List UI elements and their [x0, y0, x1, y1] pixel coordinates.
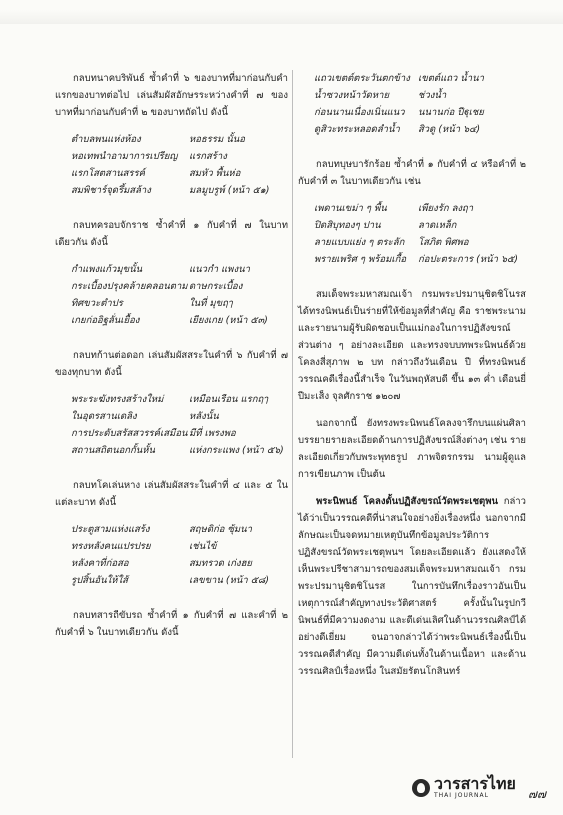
- poem-line: เลขขาน (หน้า ๕๘): [189, 575, 269, 586]
- poem-line: เขตต์แถว น้ำนา: [418, 73, 484, 84]
- poem-line: ก่อปะตระการ (หน้า ๖๕): [418, 254, 518, 265]
- poem-line: รูปสิ้นอันให้ใส้: [71, 575, 128, 586]
- poem-line: ทิศขวะตำปร: [71, 298, 123, 309]
- poem-block-1: [71, 131, 288, 199]
- poem-line: หอธรรม นั้นอ: [189, 134, 245, 145]
- paragraph-heading: พระนิพนธ์ โคลงดั้นปฏิสังขรณ์วัดพระเชตุพน: [316, 496, 498, 507]
- poem-line: ดูสิวะทระหลอดลำน้ำ: [314, 124, 400, 135]
- poem-block-2: [71, 261, 288, 329]
- poem-line: แรกโสตสานสรรค์: [71, 168, 146, 179]
- poem-line: หลังนั้น: [189, 411, 219, 422]
- journal-logo: [412, 776, 516, 799]
- poem-line: สฤษดิก่อ ซุ้มนา: [189, 524, 252, 535]
- poem-line: เพดานเขม่า ๆ พื้น: [314, 203, 387, 214]
- page-top-shade: [0, 10, 563, 24]
- logo-title: วารสารไทย: [434, 774, 516, 793]
- poem-line: สมพิชาร์จุดรึ้มสล้าง: [71, 185, 151, 196]
- poem-line: ประตูสามแห่งแสร้ง: [71, 524, 150, 535]
- poem-block-4: [71, 521, 288, 589]
- poem-line: กระเบื้องปรุงคล้ายคลอนตาม: [71, 281, 188, 292]
- intro-paragraph-2: กลบทครอบจักราช ซ้ำคำที่ ๑ กับคำที่ ๗ ในบาทเดียวกัน ดังนี้: [55, 220, 288, 248]
- poem-line: สมทรวด เก่งฮย: [189, 558, 252, 569]
- poem-block-3: [71, 391, 288, 459]
- poem-line: เช่นไข้: [189, 541, 217, 552]
- left-column: [55, 70, 288, 651]
- poem-line: มีที่ เพรงพอ: [189, 428, 236, 439]
- poem-block-5: [314, 70, 526, 138]
- poem-block-6: [314, 200, 526, 268]
- poem-line: เพียงรัก ลงฤา: [418, 203, 474, 214]
- intro-paragraph-5: กลบทสารถีขับรถ ซ้ำคำที่ ๑ กับคำที่ ๗ และคำที่ ๒ กับคำที่ ๖ ในบาทเดียวกัน ดังนี้: [55, 610, 288, 638]
- poem-line: นนานก่อ ปีฐุเชย: [418, 107, 484, 118]
- intro-paragraph-4: กลบทโคเล่นหาง เล่นสัมผัสสระในคำที่ ๔ และ ๕ ในแต่ละบาท ดังนี้: [55, 480, 288, 508]
- poem-line: หลังคาที่ก่อสอ: [71, 558, 129, 569]
- logo-wordmark: [434, 776, 516, 799]
- body-paragraph-3: [298, 493, 526, 680]
- poem-line: ในที่ มุขฤๅ: [189, 298, 233, 309]
- poem-line: แนวกำ แพงนา: [189, 264, 250, 275]
- poem-line: พระระฆังทรงสร้างใหม่: [71, 394, 164, 405]
- body-paragraph-2: นอกจากนี้ ยังทรงพระนิพนธ์โคลงจารึกบนแผ่นศิลาบรรยายรายละเอียดด้านการปฏิสังขรณ์สิ่งต่างๆ เช่น รายละเอียดเกี่ยวกับพระพุทธรูป ภาพจิตรกรรม นามผู้ดูแลการเขียนภาพ เป็นต้น: [298, 418, 526, 480]
- column-divider: [292, 70, 293, 758]
- right-column: [298, 70, 526, 690]
- poem-line: สิวดู (หน้า ๖๔): [418, 124, 481, 135]
- page-number: ๗๗: [528, 787, 547, 801]
- poem-line: ก่อนนานเนื่องเนิ่นแนว: [314, 107, 405, 118]
- poem-line: ในอุดรสานเดลิง: [71, 411, 137, 422]
- poem-line: ทรงหลังคนแปรปรย: [71, 541, 151, 552]
- poem-line: กำแพงแก้วมุขนั้น: [71, 264, 143, 275]
- poem-line: ตำบลพนแห่งห้อง: [71, 134, 141, 145]
- intro-paragraph-6: กลบทบุษบารักร้อย ซ้ำคำที่ ๑ กับคำที่ ๔ หรือคำที่ ๒ กับคำที่ ๓ ในบาทเดียวกัน เช่น: [298, 159, 526, 187]
- poem-line: แถวเขตต์ตระวันตกข้าง: [314, 73, 410, 84]
- poem-line: หอเทพนำอามาการเปรียญ: [71, 151, 178, 162]
- poem-line: น้ำซวงหน้าวัดหาย: [314, 90, 390, 101]
- poem-line: โสภิต พิศพอ: [418, 237, 469, 248]
- poem-line: ปิดสิบุทองๆ ปาน: [314, 220, 381, 231]
- poem-line: ลาดเหล็ก: [418, 220, 457, 231]
- logo-emblem-icon: [412, 779, 430, 797]
- poem-line: แรกสร้าง: [189, 151, 227, 162]
- poem-line: ช่วงน้ำ: [418, 90, 447, 101]
- poem-line: เกยก่ออิฐลั่นเยื้อง: [71, 315, 140, 326]
- poem-line: แห่งกระแพง (หน้า ๕๖): [189, 445, 284, 456]
- poem-line: การประดับสรัสสวรรค์เสมือน: [71, 428, 188, 439]
- poem-line: ดาษกระเบื้อง: [189, 281, 243, 292]
- paragraph-body: กล่าวได้ว่าเป็นวรรณคดีที่น่าสนใจอย่างยิ่งเรื่องหนึ่ง นอกจากมีลักษณะเป็นจดหมายเหตุบันทึกข้อมูลประวัติการปฏิสังขรณ์วัดพระเชตุพนฯ โดยละเอียดแล้ว ยังแสดงให้เห็นพระปรีชาสามารถของสมเด็จพระมหาสมณเจ้า กรมพระปรมานุชิตชิโนรส ในการบันทึกเรื่องราวอันเป็นเหตุการณ์สำคัญทางประวัติศาสตร์ ครั้งนั้นในรูปกวีนิพนธ์ที่มีความงดงาม และดีเด่นเลิศในด้านวรรณศิลป์ได้อย่างดีเยี่ยม จนอาจกล่าวได้ว่าพระนิพนธ์เรื่องนี้เป็นวรรณคดีสำคัญ มีความดีเด่นทั้งในด้านเนื้อหา และด้านวรรณศิลป์เรื่องหนึ่ง ในสมัยรัตนโกสินทร์: [298, 496, 526, 677]
- body-paragraph-1: สมเด็จพระมหาสมณเจ้า กรมพระปรมานุชิตชิโนรสได้ทรงนิพนธ์เป็นร่ายที่ให้ข้อมูลที่สำคัญ คือ ราชพระนามและรายนามผู้รับผิดชอบเป็นแม่กองในการปฏิสังขรณ์ส่วนต่าง ๆ อย่างละเอียด และทรงจบบทพระนิพนธ์ด้วยโคลงสี่สุภาพ ๒ บท กล่าวถึงวันเดือน ปี ที่ทรงนิพนธ์วรรณคดีเรื่องนี้สำเร็จ ในวันพฤหัสบดี ขึ้น ๑๓ ค่ำ เดือนยี่ ปีมะเส็ง จุลศักราช ๑๒๐๗: [298, 289, 526, 402]
- poem-line: พรายเพริศ ๆ พร้อมเกื้อ: [314, 254, 407, 265]
- intro-paragraph-1: กลบทนาคบริพันธ์ ซ้ำคำที่ ๖ ของบาทที่มาก่อนกับคำแรกของบาทต่อไป เล่นสัมผัสอักษรระหว่างคำที่ ๗ ของบาทที่มาก่อนกับคำที่ ๒ ของบาทถัดไป ดังนี้: [55, 73, 288, 118]
- intro-paragraph-3: กลบทก้านต่อดอก เล่นสัมผัสสระในคำที่ ๖ กับคำที่ ๗ ของทุกบาท ดังนี้: [55, 350, 288, 378]
- poem-line: ลายแบบแย่ง ๆ ตระลัก: [314, 237, 405, 248]
- poem-line: สถานสถิตนอกกั้นหั้น: [71, 445, 156, 456]
- poem-line: มลมูบรูพ์ (หน้า ๕๑): [189, 185, 270, 196]
- poem-line: เหมือนเรือน แรกฤๅ: [189, 394, 268, 405]
- poem-line: เยียงเกย (หน้า ๕๓): [189, 315, 268, 326]
- poem-line: สมหัว พื้นห่อ: [189, 168, 241, 179]
- logo-subtitle: THAI JOURNAL: [434, 792, 489, 799]
